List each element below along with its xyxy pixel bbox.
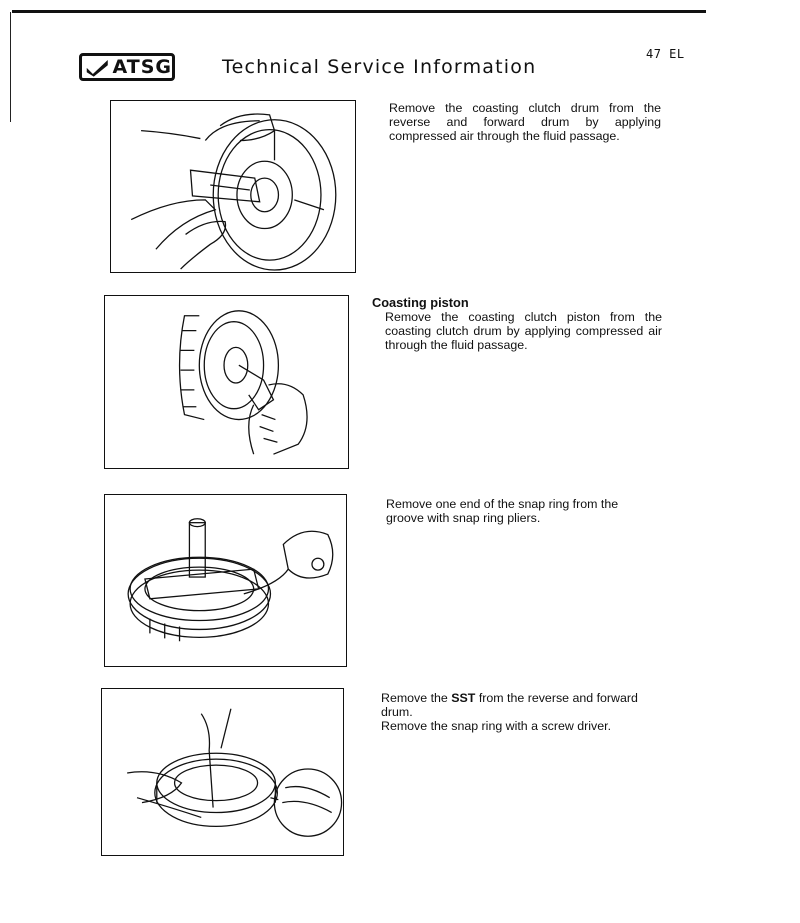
- piston-air-nozzle-illustration: [105, 296, 348, 468]
- screwdriver-snap-ring-illustration: [102, 689, 343, 855]
- step-text-screwdriver: Remove the snap ring with a screw driver.: [381, 719, 612, 733]
- step-text: Remove one end of the snap ring from the groove with snap ring pliers.: [386, 497, 619, 525]
- page-edge: [10, 12, 11, 122]
- logo-text: ATSG: [112, 55, 172, 78]
- step-text: Remove the coasting clutch piston from the coasting clutch drum by applying compressed air through the fluid passage.: [385, 310, 662, 352]
- step-lead: Remove the: [381, 691, 448, 705]
- step-coasting-piston: [372, 296, 662, 352]
- atsg-logo: [79, 53, 175, 81]
- figure-snap-ring-screwdriver: [101, 688, 344, 856]
- step-coasting-drum: [389, 101, 661, 143]
- step-trail: from the reverse and forward drum.: [381, 691, 638, 719]
- section-heading: Coasting piston: [372, 295, 469, 310]
- drum-air-nozzle-illustration: [111, 101, 355, 272]
- top-rule: [12, 10, 706, 13]
- snap-ring-pliers-illustration: [105, 495, 346, 666]
- figure-coasting-piston-removal: [104, 295, 349, 469]
- step-snap-ring-pliers: [386, 497, 658, 525]
- step-remove-sst: [381, 691, 653, 733]
- figure-snap-ring-pliers: [104, 494, 347, 667]
- page-title: Technical Service Information: [222, 56, 537, 78]
- page-number: 47 EL: [646, 47, 685, 61]
- sst-emphasis: SST: [451, 691, 476, 705]
- checkmark-logo-icon: [85, 56, 110, 78]
- step-text-sst: [381, 691, 653, 719]
- step-text: Remove the coasting clutch drum from the reverse and forward drum by applying compressed air through the fluid passage.: [389, 101, 661, 143]
- figure-coasting-drum-removal: [110, 100, 356, 273]
